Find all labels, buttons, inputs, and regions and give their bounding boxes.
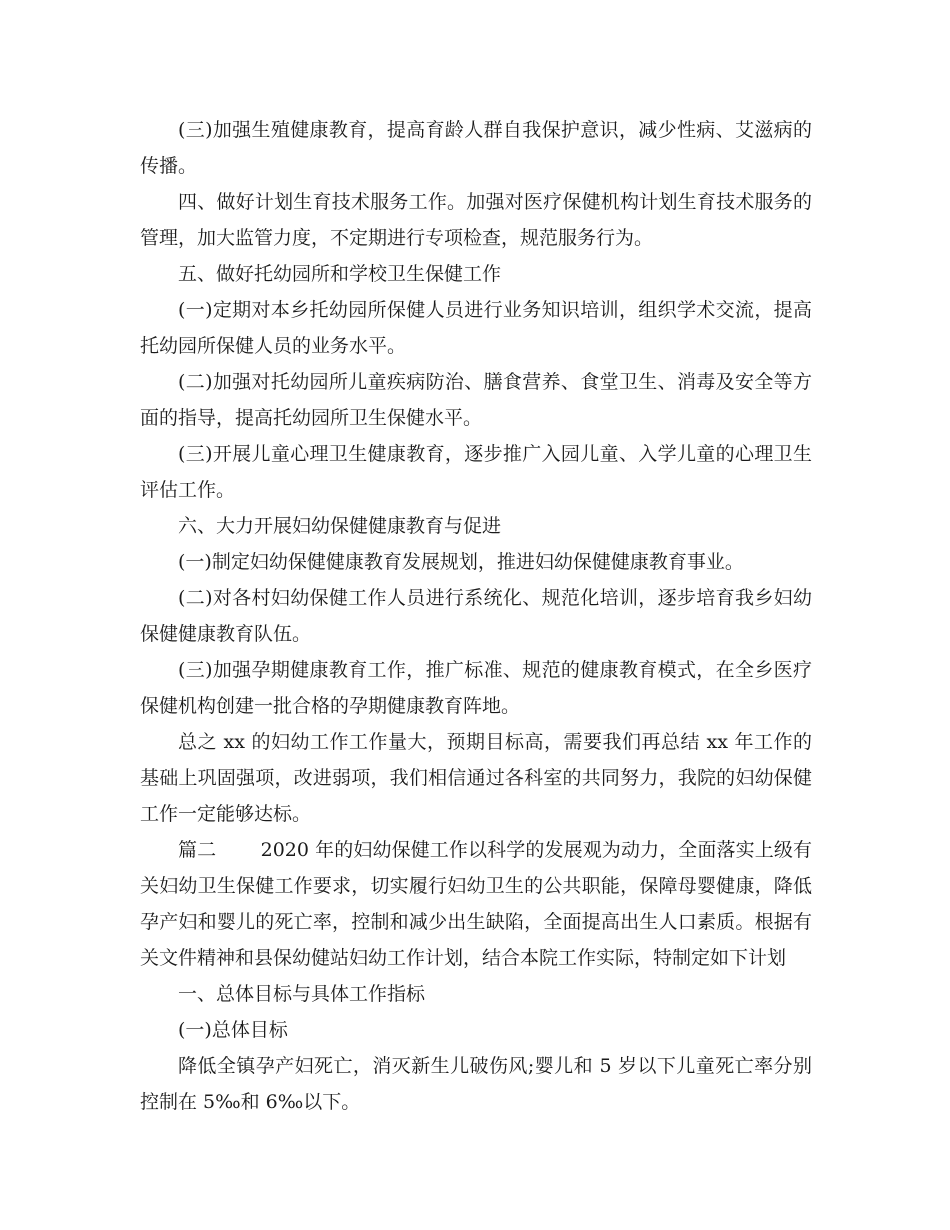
paragraph-six-one: (一)制定妇幼保健健康教育发展规划，推进妇幼保健健康教育事业。	[178, 551, 744, 573]
paragraph-part-two-intro: 篇二 2020 年的妇幼保健工作以科学的发展观为动力，全面落实上级有关妇幼卫生保健工作要求，切实履行妇幼卫生的公共职能，保障母婴健康，降低孕产妇和婴儿的死亡率，控制和减少出生缺陷，全面提高出生人口素质。根据有关文件精神和县保幼健站妇幼工作计划，结合本院工作实际，特制定如下计划	[140, 839, 812, 969]
paragraph-five-one: (一)定期对本乡托幼园所保健人员进行业务知识培训，组织学术交流，提高托幼园所保健人员的业务水平。	[140, 299, 812, 357]
document-body	[140, 112, 812, 1120]
paragraph-six-two: (二)对各村妇幼保健工作人员进行系统化、规范化培训，逐步培育我乡妇幼保健健康教育队伍。	[140, 587, 812, 645]
heading-overall-target: (一)总体目标	[178, 1019, 288, 1041]
heading-section-five: 五、做好托幼园所和学校卫生保健工作	[178, 263, 502, 285]
paragraph-reproductive-health: (三)加强生殖健康教育，提高育龄人群自我保护意识，减少性病、艾滋病的传播。	[140, 119, 812, 177]
paragraph-mortality-targets: 降低全镇孕产妇死亡，消灭新生儿破伤风;婴儿和 5 岁以下儿童死亡率分别控制在 5‰和 6‰以下。	[140, 1055, 812, 1113]
paragraph-five-two: (二)加强对托幼园所儿童疾病防治、膳食营养、食堂卫生、消毒及安全等方面的指导，提高托幼园所卫生保健水平。	[140, 371, 812, 429]
paragraph-six-three: (三)加强孕期健康教育工作，推广标准、规范的健康教育模式，在全乡医疗保健机构创建一批合格的孕期健康教育阵地。	[140, 659, 812, 717]
paragraph-conclusion: 总之 xx 的妇幼工作工作量大，预期目标高，需要我们再总结 xx 年工作的基础上巩固强项，改进弱项，我们相信通过各科室的共同努力，我院的妇幼保健工作一定能够达标。	[140, 731, 812, 825]
paragraph-section-four: 四、做好计划生育技术服务工作。加强对医疗保健机构计划生育技术服务的管理，加大监管力度，不定期进行专项检查，规范服务行为。	[140, 191, 812, 249]
heading-overall-goals: 一、总体目标与具体工作指标	[178, 983, 426, 1005]
heading-section-six: 六、大力开展妇幼保健健康教育与促进	[178, 515, 502, 537]
paragraph-five-three: (三)开展儿童心理卫生健康教育，逐步推广入园儿童、入学儿童的心理卫生评估工作。	[140, 443, 812, 501]
